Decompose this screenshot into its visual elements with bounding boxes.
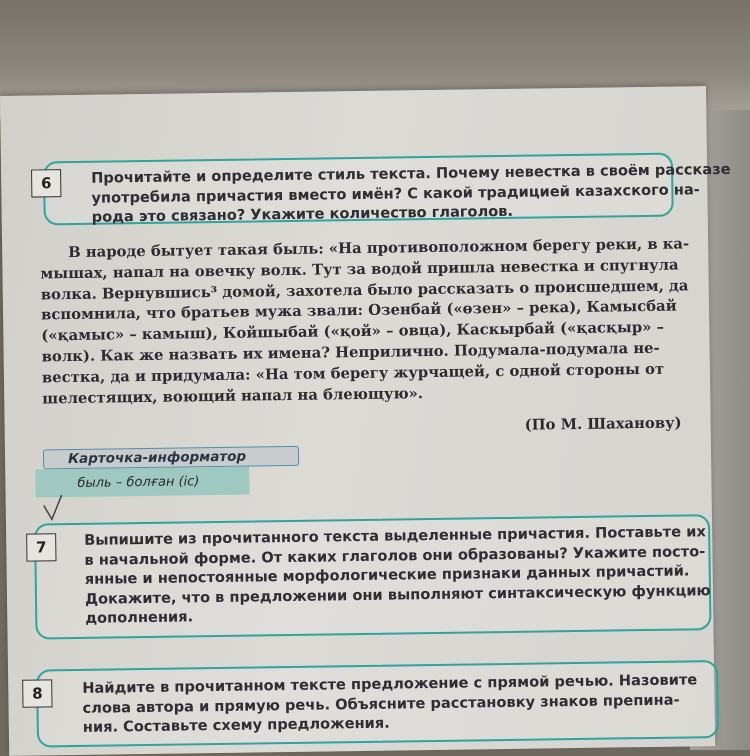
story-line: («қамыс» – камыш), Койшыбай («қой» – овца), Каскырбай («қасқыр» – [41, 318, 665, 345]
task-6-text [91, 160, 731, 227]
task-6-line: употребила причастия вместо имён? С какой традицией казахского на- [91, 180, 700, 207]
task-6-line: Прочитайте и определите стиль текста. Почему невестка в своём рассказе [91, 160, 731, 187]
story-line: вспомнила, что братьев мужа звали: Озенбай («өзен» – река), Камысбай [40, 297, 677, 324]
info-card-content: быль – болған (іс) [35, 467, 249, 498]
task-6-line: рода это связано? Укажите количество глаголов. [91, 202, 514, 226]
story-line: волк). Как же назвать их имена? Неприлично. Подумала-подумала не- [41, 339, 660, 366]
task-7-line: Докажите, что в предложении они выполняют синтаксическую функцию [84, 581, 711, 608]
checkmark-icon [42, 493, 64, 523]
task-7-line: в начальной форме. От каких глаголов они образованы? Укажите посто- [84, 542, 706, 569]
task-8-line: ния. Составьте схему предложения. [82, 714, 390, 736]
task-7-text [84, 522, 711, 628]
task-7-line: дополнения. [85, 608, 194, 627]
story-text [40, 234, 702, 410]
story-line: волка. Вернувшись³ домой, захотела было рассказать о происшедшем, да [40, 277, 689, 304]
task-8-line: Найдите в прочитанном тексте предложение с прямой речью. Назовите [82, 671, 698, 697]
task-8-line: слова автора и прямую речь. Объясните расстановку знаков препина- [82, 691, 680, 717]
task-7-line: янные и непостоянные морфологические признаки данных причастий. [84, 562, 690, 588]
story-author: (По М. Шаханову) [524, 414, 682, 434]
textbook-page [0, 86, 731, 756]
story-line: В народе бытует такая быль: «На противоположном берегу реки, в ка- [68, 235, 690, 262]
task-7-number: 7 [26, 533, 56, 561]
story-line: шелестящих, воющий напал на блеющую». [42, 384, 424, 408]
info-card-title: Карточка-информатор [43, 446, 299, 470]
story-line: вестка, да и придумала: «На том берегу журчащей, с одной стороны от [41, 360, 665, 387]
task-6-number: 6 [31, 169, 61, 197]
story-line: мышах, напал на овечку волк. Тут за водой пришла невестка и спугнула [40, 256, 679, 283]
task-8-number: 8 [22, 679, 52, 707]
task-8-text [82, 670, 698, 737]
task-7-line: Выпишите из прочитанного текста выделенные причастия. Поставьте их [84, 523, 706, 549]
